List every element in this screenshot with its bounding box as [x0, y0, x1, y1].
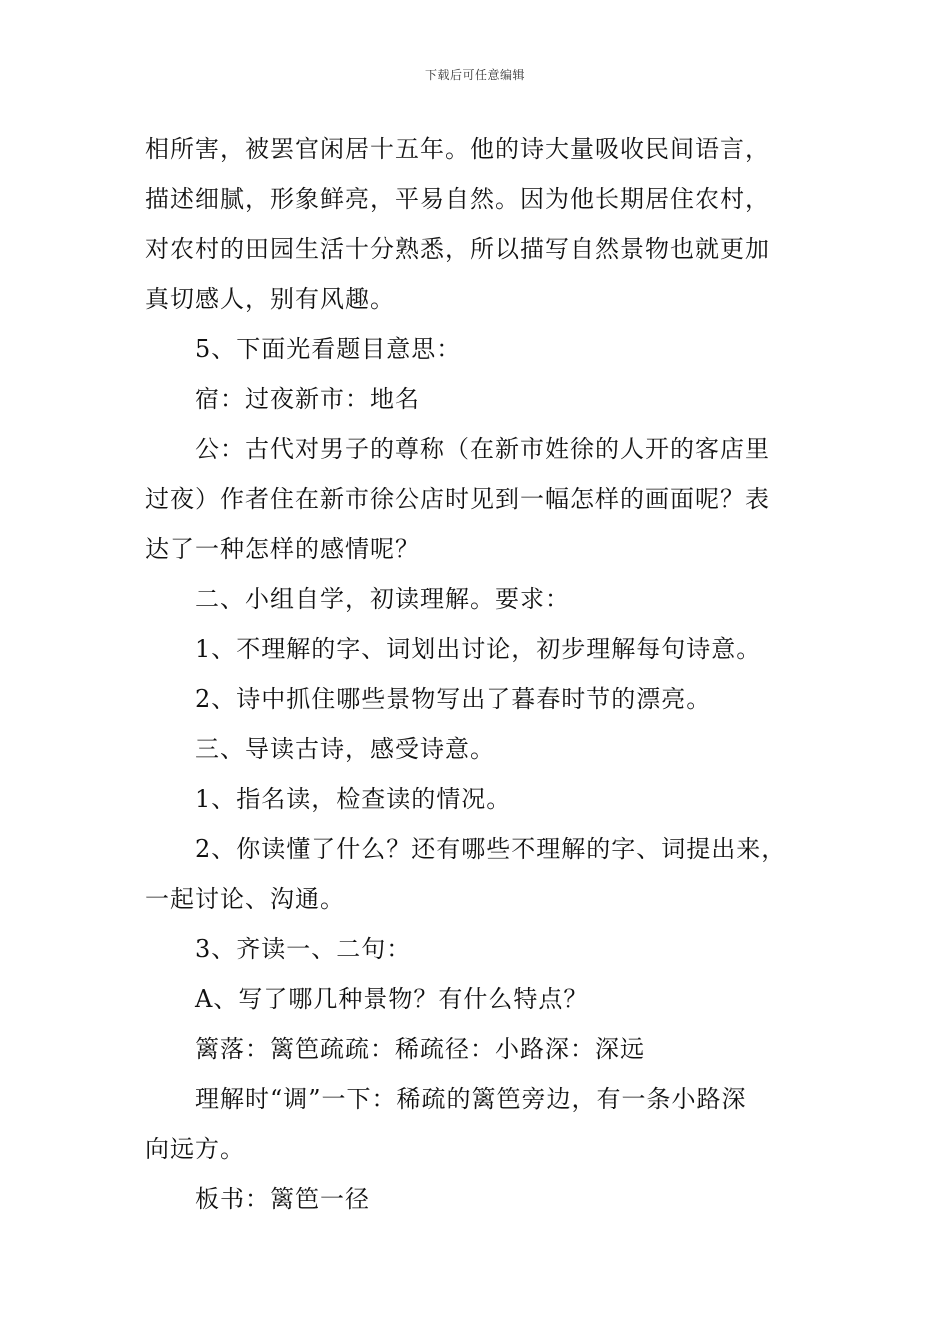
text-line: 2、诗中抓住哪些景物写出了暮春时节的漂亮。 — [195, 685, 712, 713]
text-line: A、写了哪几种景物？有什么特点？ — [195, 985, 589, 1013]
text-line: 5、下面光看题目意思： — [195, 335, 462, 363]
text-line: 描述细腻，形象鲜亮，平易自然。因为他长期居住农村， — [145, 185, 770, 213]
text-line: 相所害，被罢官闲居十五年。他的诗大量吸收民间语言， — [145, 135, 770, 163]
text-line: 二、小组自学，初读理解。要求： — [195, 585, 570, 613]
text-line: 公：古代对男子的尊称（在新市姓徐的人开的客店里 — [195, 435, 770, 463]
text-line: 理解时“调”一下：稀疏的篱笆旁边，有一条小路深 — [195, 1085, 747, 1113]
text-line: 对农村的田园生活十分熟悉，所以描写自然景物也就更加 — [145, 235, 770, 263]
page-header: 下载后可任意编辑 — [424, 68, 525, 82]
text-line: 达了一种怎样的感情呢？ — [145, 535, 420, 563]
text-line: 1、不理解的字、词划出讨论，初步理解每句诗意。 — [195, 635, 762, 663]
text-line: 过夜）作者住在新市徐公店时见到一幅怎样的画面呢？表 — [145, 485, 770, 513]
text-line: 一起讨论、沟通。 — [145, 885, 345, 913]
text-line: 向远方。 — [145, 1135, 245, 1163]
document-body — [145, 124, 810, 1224]
text-line: 宿：过夜新市：地名 — [195, 385, 420, 413]
text-line: 板书：篱笆一径 — [195, 1185, 370, 1213]
text-line: 篱落：篱笆疏疏：稀疏径：小路深：深远 — [195, 1035, 645, 1063]
text-line: 三、导读古诗，感受诗意。 — [195, 735, 495, 763]
text-line: 真切感人，别有风趣。 — [145, 285, 395, 313]
text-line: 3、齐读一、二句： — [195, 935, 412, 963]
text-line: 1、指名读，检查读的情况。 — [195, 785, 512, 813]
text-line: 2、你读懂了什么？还有哪些不理解的字、词提出来， — [195, 835, 787, 863]
